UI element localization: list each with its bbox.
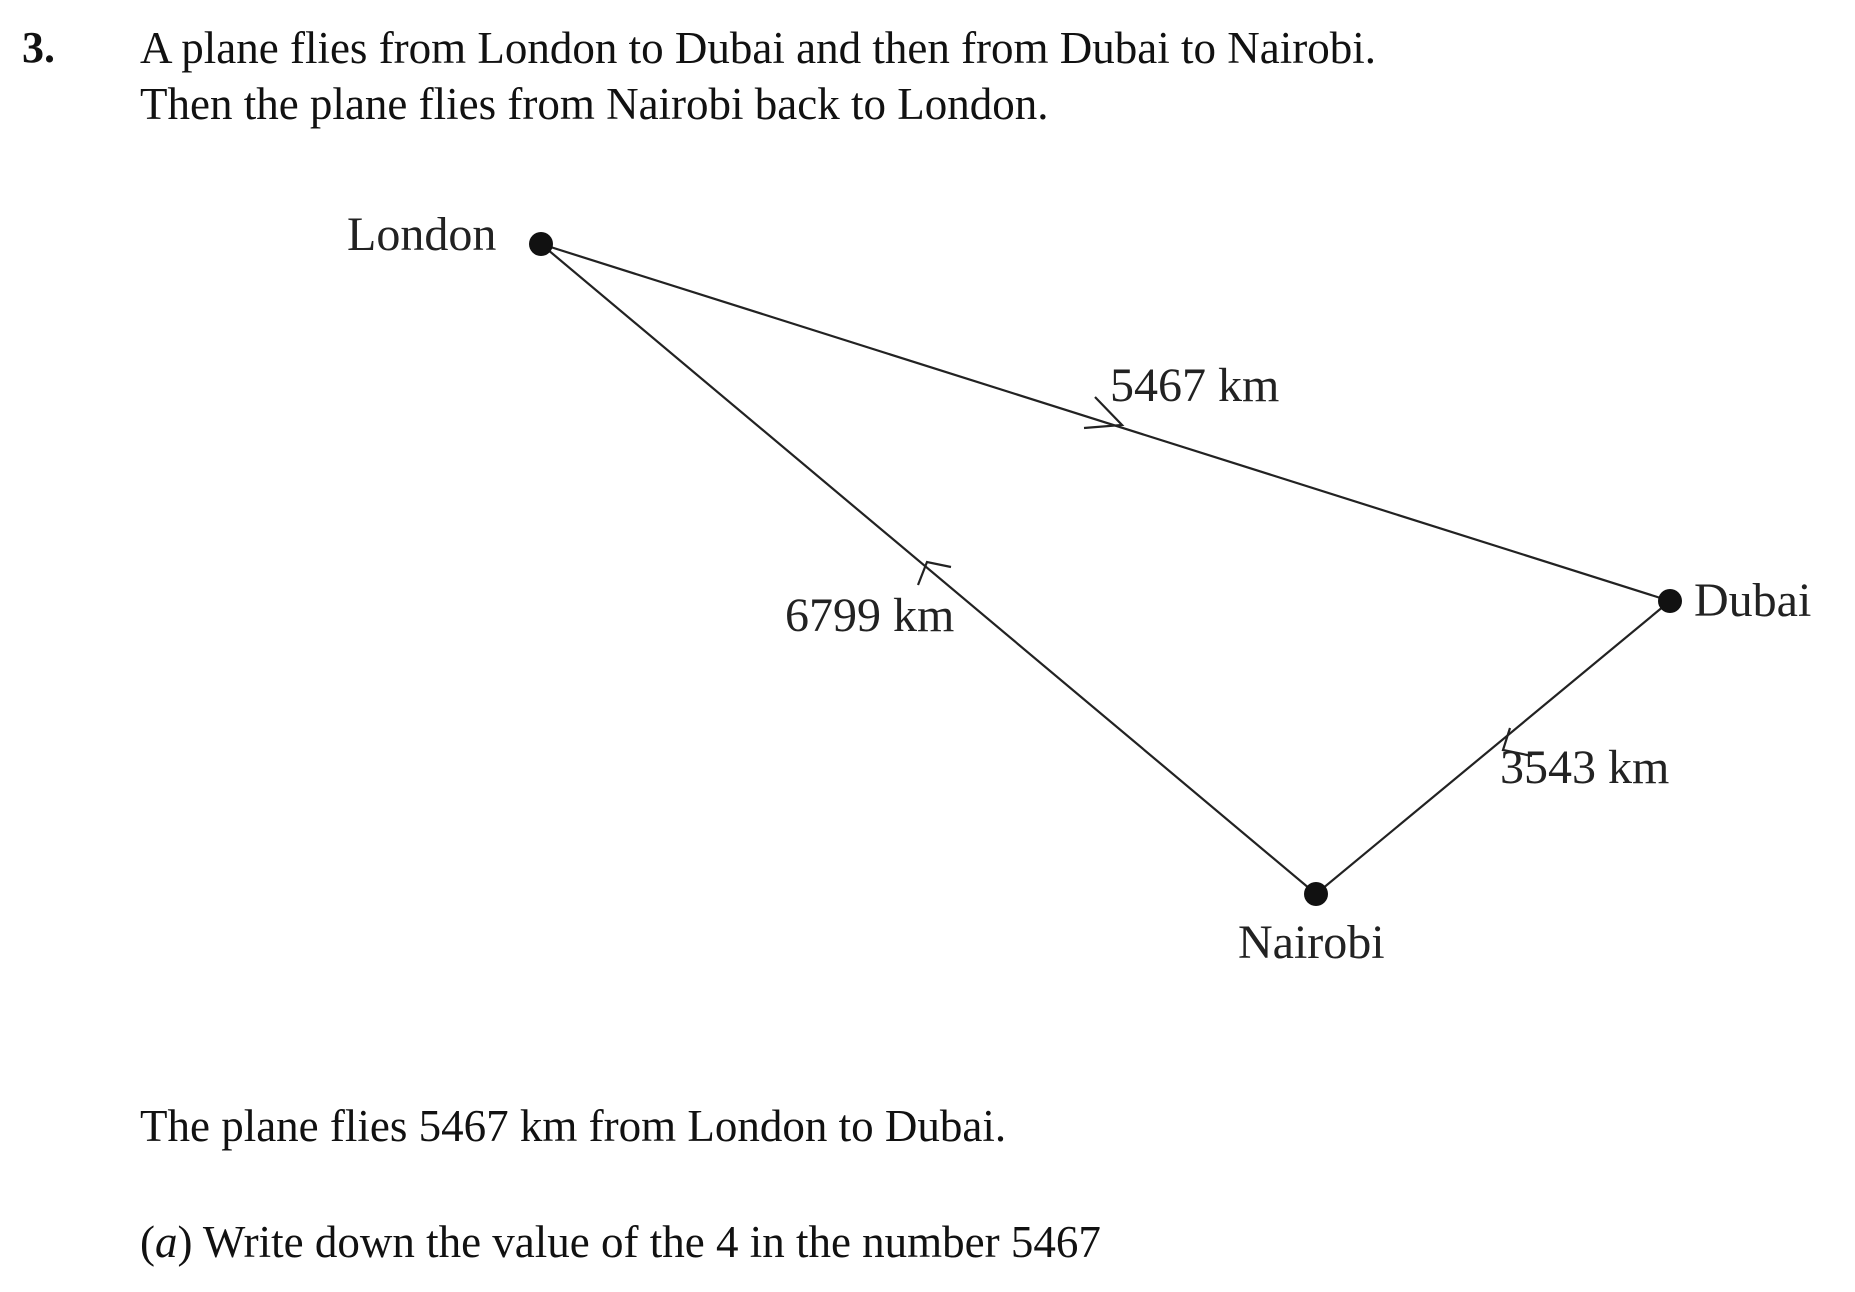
route-london-dubai — [541, 244, 1670, 601]
part-a-open-paren: ( — [140, 1217, 155, 1267]
london-label: London — [347, 208, 497, 261]
distance-statement: The plane flies 5467 km from London to Dubai. — [140, 1101, 1007, 1151]
distance-nairobi-london: 6799 km — [785, 589, 955, 642]
nairobi-label: Nairobi — [1238, 916, 1385, 969]
dubai-label: Dubai — [1694, 574, 1812, 627]
dubai-point — [1658, 589, 1682, 613]
distance-london-dubai: 5467 km — [1110, 359, 1280, 412]
part-a-question — [140, 1214, 1101, 1270]
route-nairobi-london — [541, 244, 1316, 894]
part-a-close-paren: ) — [177, 1217, 193, 1267]
london-point — [529, 232, 553, 256]
distance-dubai-nairobi: 3543 km — [1500, 741, 1670, 794]
question-text-line-2: Then the plane flies from Nairobi back to London. — [140, 79, 1049, 129]
part-a-text: Write down the value of the 4 in the number 5467 — [192, 1217, 1101, 1267]
question-text-line-1: A plane flies from London to Dubai and then from Dubai to Nairobi. — [140, 23, 1376, 73]
part-a-letter: a — [155, 1217, 178, 1267]
nairobi-point — [1304, 882, 1328, 906]
question-number: 3. — [22, 23, 55, 72]
